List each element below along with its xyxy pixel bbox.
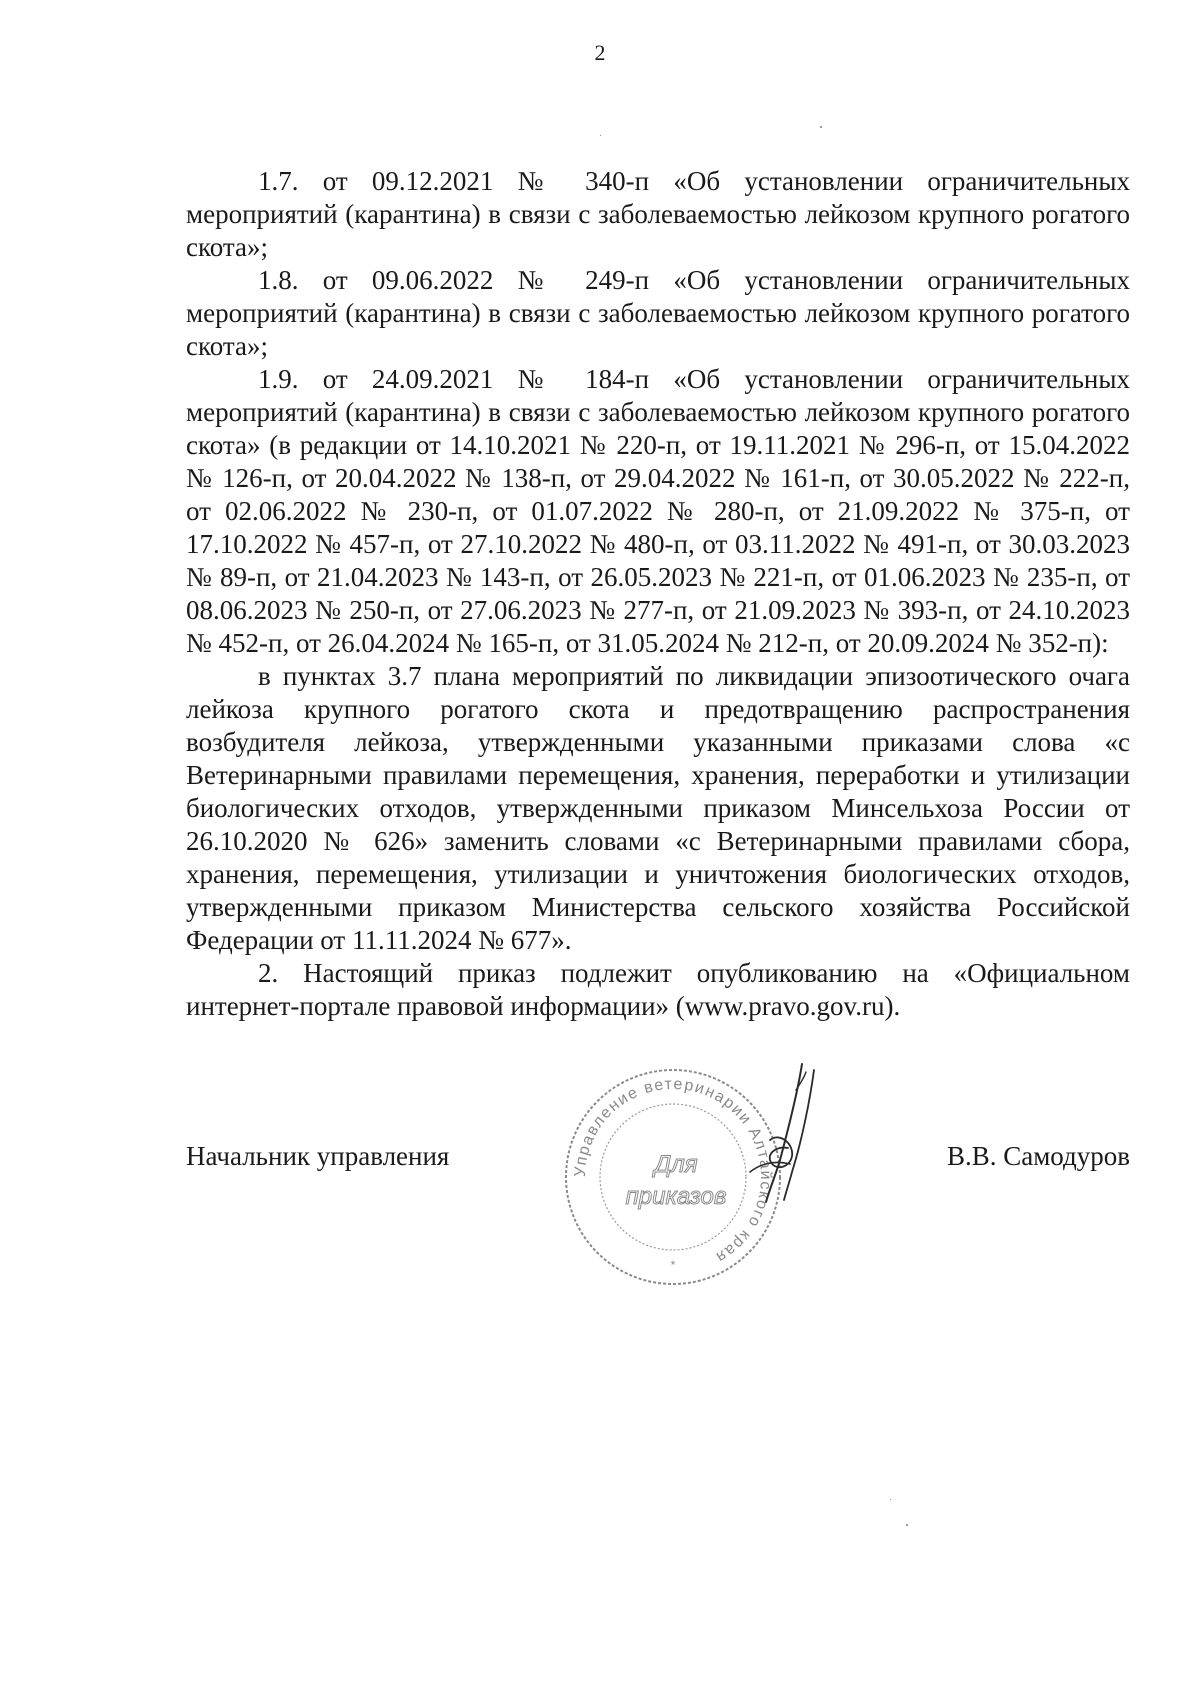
scan-speck xyxy=(820,126,822,128)
page-number: 2 xyxy=(594,40,606,65)
scan-speck xyxy=(890,1499,891,1500)
paragraph-2-publication: 2. Настоящий приказ подлежит опубликованию на «Официальном интернет-портале правовой информации» (www.pravo.gov.ru). xyxy=(186,958,1130,1021)
paragraph-1-7: 1.7. от 09.12.2021 № 340-п «Об установлении ограничительных мероприятий (карантина) в связи с заболеваемостью лейкозом крупного рогатого скота»; xyxy=(186,166,1130,262)
handwritten-signature xyxy=(740,1060,850,1210)
seal-star-icon: * xyxy=(670,1258,676,1272)
signer-position: Начальник управления xyxy=(186,1141,450,1171)
paragraph-1-9: 1.9. от 24.09.2021 № 184-п «Об установлении ограничительных мероприятий (карантина) в связи с заболеваемостью лейкозом крупного рогатого скота» (в редакции от 14.10.2021 № 220-п, от 19.11.2021 № 296-п, от 15.04.2022 № 126-п, от 20.04.2022 № 138-п, от 29.04.2022 № 161-п, от 30.05.2022 № 222-п, от 02.06.2022 № 230-п, от 01.07.2022 № 280-п, от 21.09.2022 № 375-п, от 17.10.2022 № 457-п, от 27.10.2022 № 480-п, от 03.11.2022 № 491-п, от 30.03.2023 № 89-п, от 21.04.2023 № 143-п, от 26.05.2023 № 221-п, от 01.06.2023 № 235-п, от 08.06.2023 № 250-п, от 27.06.2023 № 277-п, от 21.09.2023 № 393-п, от 24.10.2023 № 452-п, от 26.04.2024 № 165-п, от 31.05.2024 № 212-п, от 20.09.2024 № 352-п): xyxy=(186,364,1130,658)
paragraph-amendment: в пунктах 3.7 плана мероприятий по ликвидации эпизоотического очага лейкоза крупного рогатого скота и предотвращению распространения возбудителя лейкоза, утвержденными указанными приказами слова «с Ветеринарными правилами перемещения, хранения, переработки и утилизации биологических отходов, утвержденными приказом Минсельхоза России от 26.10.2020 № 626» заменить словами «с Ветеринарными правилами сбора, хранения, перемещения, утилизации и уничтожения биологических отходов, утвержденными приказом Министерства сельского хозяйства Российской Федерации от 11.11.2024 № 677». xyxy=(186,661,1130,955)
document-body xyxy=(186,165,1130,1023)
scan-speck xyxy=(906,1524,908,1526)
seal-center-line-1: Для xyxy=(654,1151,698,1178)
signer-name: В.В. Самодуров xyxy=(946,1141,1130,1171)
seal-center-line-2: приказов xyxy=(625,1183,727,1210)
seal-ring-text: Управление ветеринарии Алтайского края xyxy=(571,1075,775,1267)
paragraph-1-8: 1.8. от 09.06.2022 № 249-п «Об установлении ограничительных мероприятий (карантина) в связи с заболеваемостью лейкозом крупного рогатого скота»; xyxy=(186,265,1130,361)
scan-speck xyxy=(600,135,601,136)
